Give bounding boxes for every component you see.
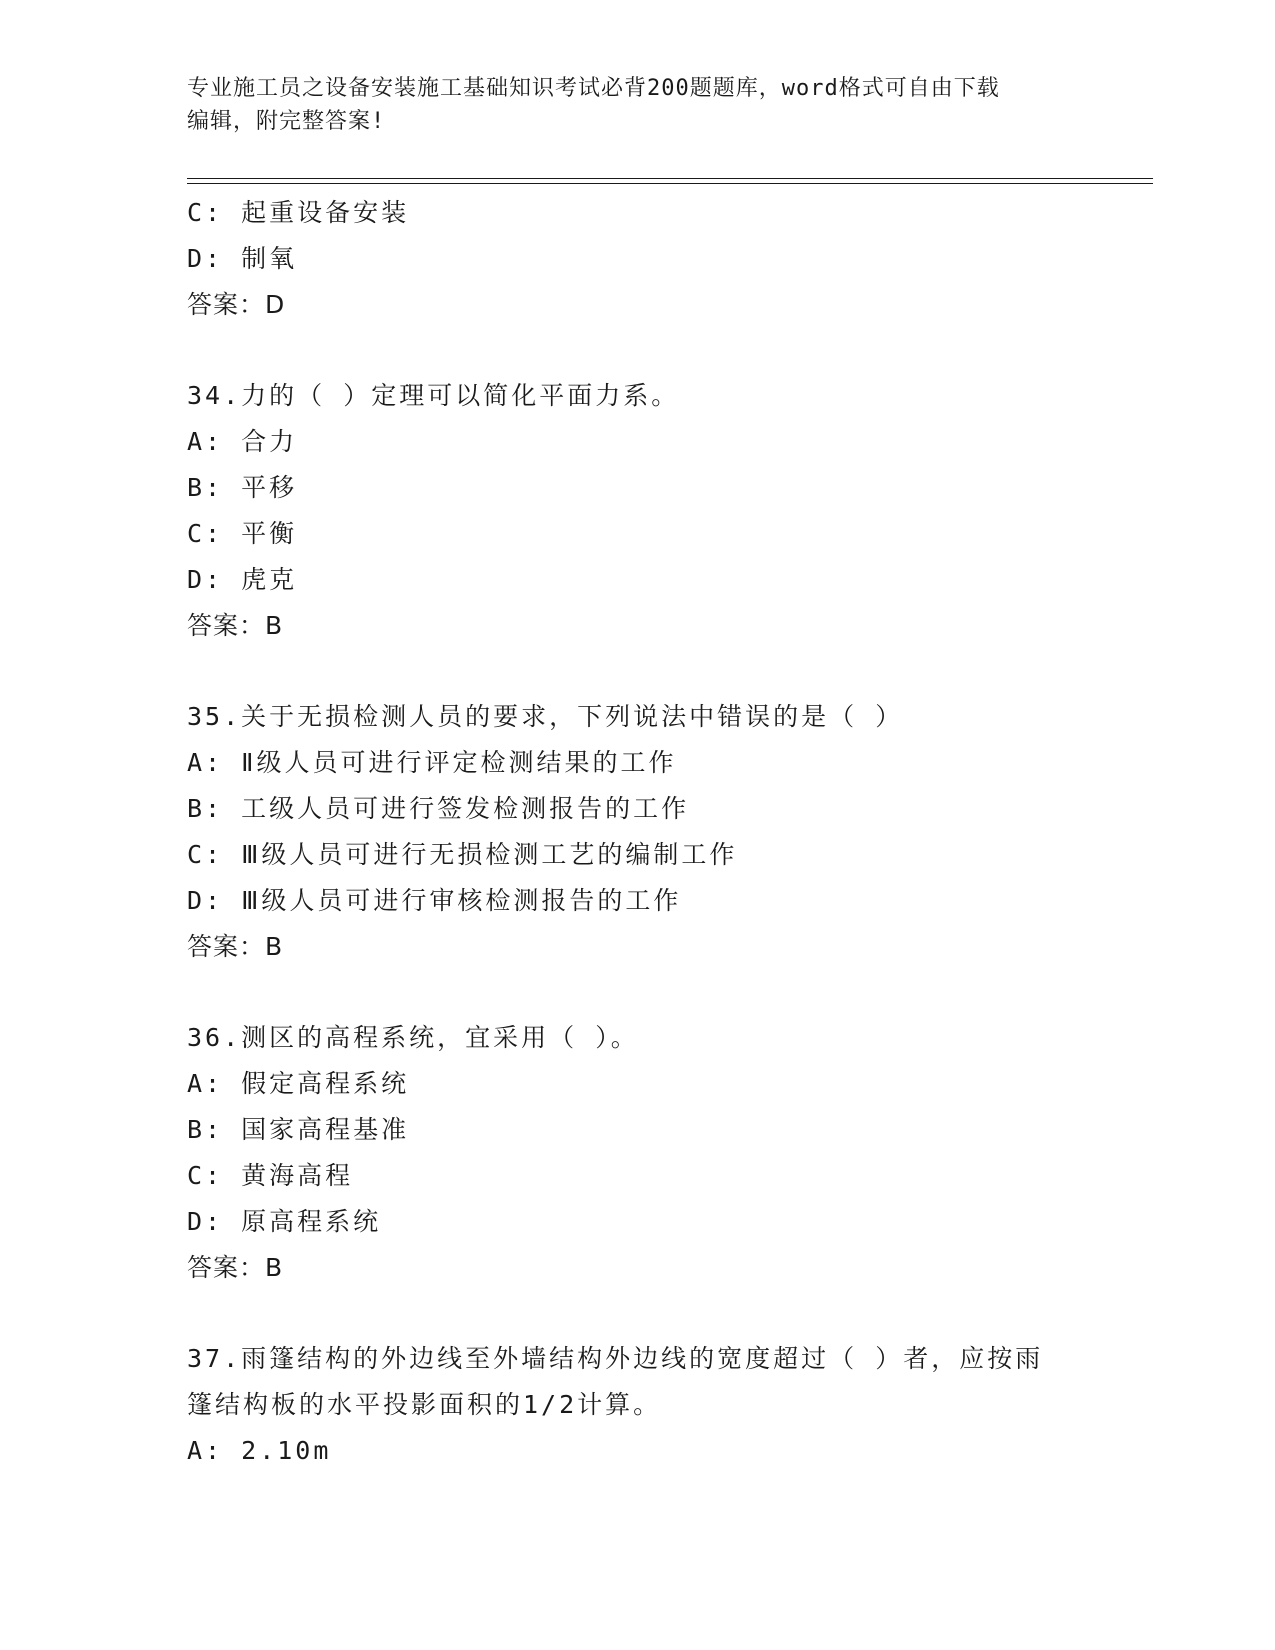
option-a: A: 2.10m — [187, 1436, 332, 1465]
question-block-35 — [187, 694, 1147, 970]
option-d: D: 原高程系统 — [187, 1207, 382, 1236]
option-a: A: 假定高程系统 — [187, 1069, 410, 1098]
header-line-1: 专业施工员之设备安装施工基础知识考试必背200题题库，word格式可自由下载 — [187, 76, 1000, 101]
answer-line: 答案：B — [187, 1253, 284, 1282]
header-divider-top — [187, 178, 1153, 179]
answer-line: 答案：B — [187, 611, 284, 640]
question-text: 35.关于无损检测人员的要求，下列说法中错误的是（ ） — [187, 702, 904, 731]
spacer — [187, 328, 1147, 373]
question-list — [187, 190, 1147, 1474]
document-header — [187, 72, 1087, 138]
question-text-line-2: 篷结构板的水平投影面积的1/2计算。 — [187, 1390, 662, 1419]
spacer — [187, 649, 1147, 694]
option-d: D: Ⅲ级人员可进行审核检测报告的工作 — [187, 886, 682, 915]
option-c: C: 起重设备安装 — [187, 198, 410, 227]
option-a: A: 合力 — [187, 427, 298, 456]
answer-line: 答案：D — [187, 290, 286, 319]
option-a: A: Ⅱ级人员可进行评定检测结果的工作 — [187, 748, 677, 777]
question-block-33-tail — [187, 190, 1147, 328]
spacer — [187, 970, 1147, 1015]
option-c: C: 黄海高程 — [187, 1161, 354, 1190]
option-c: C: Ⅲ级人员可进行无损检测工艺的编制工作 — [187, 840, 738, 869]
question-block-36 — [187, 1015, 1147, 1291]
option-c: C: 平衡 — [187, 519, 298, 548]
option-b: B: 工级人员可进行签发检测报告的工作 — [187, 794, 690, 823]
header-line-2: 编辑，附完整答案! — [187, 109, 386, 134]
option-d: D: 虎克 — [187, 565, 298, 594]
question-block-37 — [187, 1336, 1147, 1474]
option-b: B: 国家高程基准 — [187, 1115, 410, 1144]
header-divider-bottom — [187, 183, 1153, 184]
option-b: B: 平移 — [187, 473, 298, 502]
question-text-line-1: 37.雨篷结构的外边线至外墙结构外边线的宽度超过（ ）者，应按雨 — [187, 1344, 1044, 1373]
question-text: 34.力的（ ）定理可以简化平面力系。 — [187, 381, 680, 410]
spacer — [187, 1291, 1147, 1336]
answer-line: 答案：B — [187, 932, 284, 961]
option-d: D: 制氧 — [187, 244, 298, 273]
question-text: 36.测区的高程系统，宜采用（ ）。 — [187, 1023, 639, 1052]
question-block-34 — [187, 373, 1147, 649]
